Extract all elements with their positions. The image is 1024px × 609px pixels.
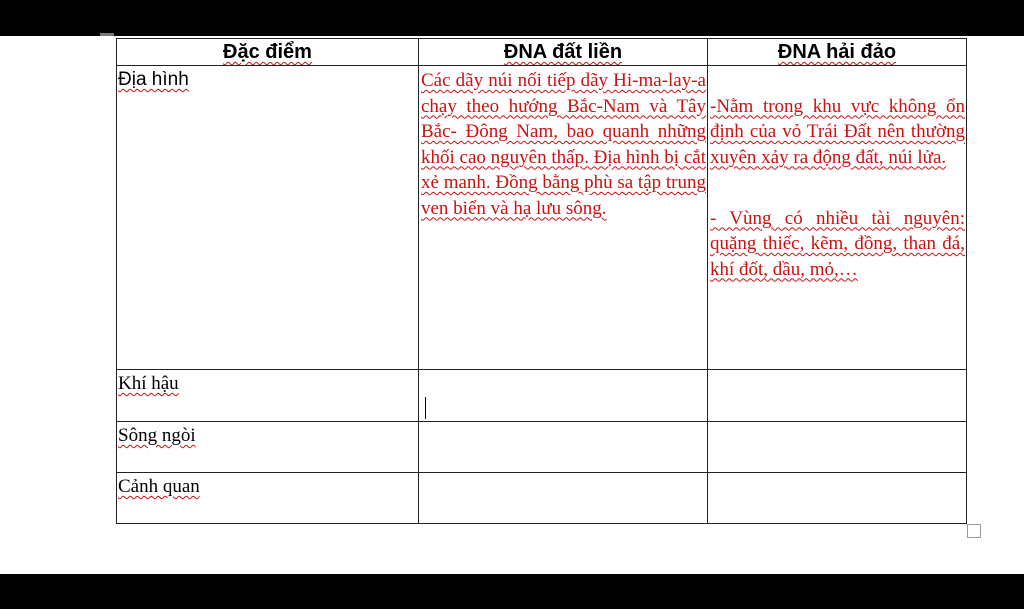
header-cell-features[interactable] — [117, 39, 419, 66]
table-resize-handle[interactable] — [967, 524, 981, 538]
cell-mainland-terrain[interactable] — [419, 66, 708, 370]
row-label-climate: Khí hậu — [118, 373, 179, 394]
header-features-text: Đặc điểm — [223, 41, 312, 63]
island-terrain-para-2: - Vùng có nhiều tài nguyên: quặng thiếc, kẽm, đồng, than đá, khí đốt, dầu, mỏ,… — [710, 207, 965, 280]
island-terrain-text — [708, 66, 966, 308]
mainland-terrain-text — [419, 66, 707, 221]
comparison-table — [116, 38, 967, 524]
cell-label-rivers[interactable] — [117, 422, 419, 473]
cell-label-landscape[interactable] — [117, 473, 419, 524]
table-row — [117, 370, 967, 422]
text-cursor — [425, 397, 426, 419]
header-cell-mainland[interactable] — [419, 39, 708, 66]
row-label-rivers: Sông ngòi — [118, 425, 196, 446]
row-label-climate-wrap — [117, 370, 418, 396]
header-row — [117, 39, 967, 66]
header-island-text: ĐNA hải đảo — [777, 41, 897, 63]
cell-island-landscape[interactable] — [708, 473, 967, 524]
header-cell-island[interactable] — [708, 39, 967, 66]
cell-label-terrain[interactable] — [117, 66, 419, 370]
cell-label-climate[interactable] — [117, 370, 419, 422]
table-row — [117, 66, 967, 370]
cell-island-climate[interactable] — [708, 370, 967, 422]
cell-mainland-climate[interactable] — [419, 370, 708, 422]
table-row — [117, 473, 967, 524]
island-terrain-para-1: -Nằm trong khu vực không ổn định của vỏ Trái Đất nên thường xuyên xảy ra động đất, núi lửa. — [710, 95, 965, 168]
bottom-black-bar — [0, 574, 1024, 609]
row-label-landscape: Cảnh quan — [118, 476, 200, 497]
cell-mainland-landscape[interactable] — [419, 473, 708, 524]
table-move-handle[interactable] — [100, 33, 114, 36]
table-row — [117, 422, 967, 473]
cell-island-terrain[interactable] — [708, 66, 967, 370]
header-mainland-text: ĐNA đất liền — [503, 41, 623, 63]
mainland-terrain-content: Các dãy núi nối tiếp dãy Hi-ma-lay-a chạy theo hướng Bắc-Nam và Tây Bắc- Đông Nam, bao quanh những khối cao nguyên thấp. Địa hình bị cắt xẻ manh. Đồng bằng phù sa tập trung ven biển và hạ lưu sông. — [421, 70, 706, 219]
row-label-terrain: Địa hình — [118, 69, 189, 90]
cell-mainland-rivers[interactable] — [419, 422, 708, 473]
cell-island-rivers[interactable] — [708, 422, 967, 473]
top-black-bar — [0, 0, 1024, 36]
row-label-rivers-wrap — [117, 422, 418, 448]
row-label-landscape-wrap — [117, 473, 418, 499]
